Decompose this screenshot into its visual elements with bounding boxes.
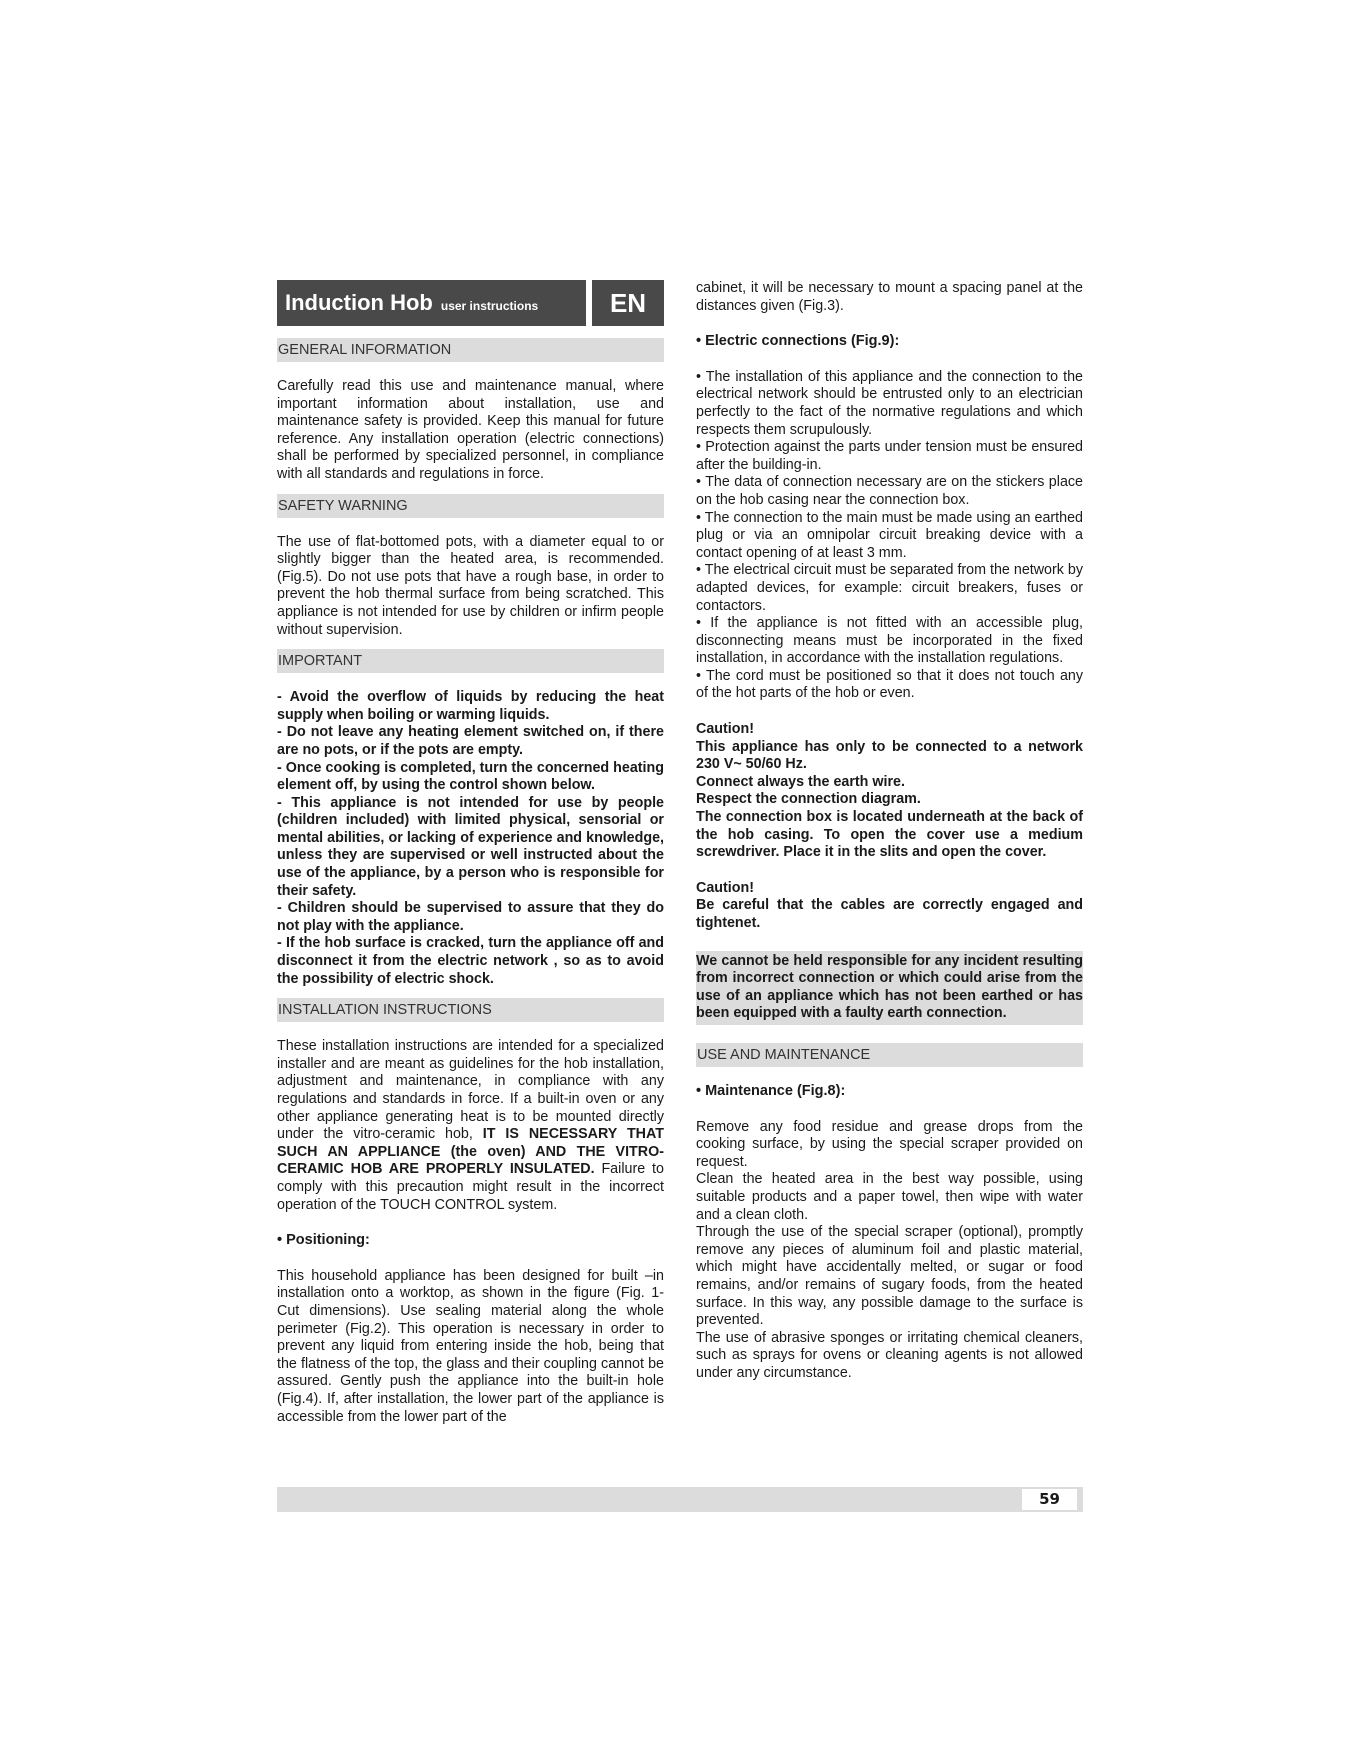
caution-text: Be careful that the cables are correctly engaged and tightenet.	[696, 897, 1083, 931]
electric-item: • The electrical circuit must be separated from the network by adapted devices, for example: circuit breakers, fuses or contactors.	[696, 562, 1083, 614]
caution-line: Respect the connection diagram.	[696, 791, 921, 808]
page-number: 59	[1022, 1489, 1077, 1510]
doc-subtitle: user instructions	[440, 299, 539, 313]
safety-text: The use of flat-bottomed pots, with a diameter equal to or slightly bigger than the heated area, is recommended. (Fig.5). Do not use pots that have a rough base, in order to prevent the hob thermal surface from being scratched. This appliance is not intended for use by children or infirm people without supervision.	[277, 533, 664, 638]
important-item: - If the hob surface is cracked, turn the appliance off and disconnect it from the electric network , so as to avoid the possibility of electric shock.	[277, 935, 664, 987]
left-column	[277, 280, 664, 1426]
caution-title: Caution!	[696, 879, 754, 896]
continued-text: cabinet, it will be necessary to mount a spacing panel at the distances given (Fig.3).	[696, 280, 1083, 314]
electric-item: • The cord must be positioned so that it does not touch any of the hot parts of the hob or even.	[696, 667, 1083, 702]
caution-line: Connect always the earth wire.	[696, 773, 905, 790]
install-heading: INSTALLATION INSTRUCTIONS	[277, 998, 664, 1022]
important-item: - Do not leave any heating element switched on, if there are no pots, or if the pots are empty.	[277, 724, 664, 758]
footer-bar	[277, 1487, 1083, 1512]
install-text-2: Failure to comply with this precaution might result in the incorrect operation of the TOUCH CONTROL system.	[277, 1161, 664, 1213]
maintenance-item: Remove any food residue and grease drops from the cooking surface, by using the special scraper provided on request.	[696, 1118, 1083, 1170]
general-heading: GENERAL INFORMATION	[277, 338, 664, 362]
important-item: - Once cooking is completed, turn the concerned heating element off, by using the control shown below.	[277, 759, 664, 794]
positioning-heading: • Positioning:	[277, 1232, 370, 1249]
install-text-1: These installation instructions are intended for a specialized installer and are meant as guidelines for the hob installation, adjustment and maintenance, in compliance with any regulations and standards in force. If a built-in oven or any other appliance generating heat is to be mounted directly under the vitro-ceramic hob,	[277, 1038, 664, 1143]
use-heading: USE AND MAINTENANCE	[696, 1043, 1083, 1067]
important-item: - Children should be supervised to assure that they do not play with the appliance.	[277, 900, 664, 934]
positioning-text: This household appliance has been designed for built –in installation onto a worktop, as shown in the figure (Fig. 1- Cut dimensions). Use sealing material along the whole perimeter (Fig.2). This operation is necessary in order to prevent any liquid from entering inside the hob, being that the flatness of the top, the glass and their coupling cannot be assured. Gently push the appliance into the built-in hole (Fig.4). If, after installation, the lower part of the appliance is accessible from the lower part of the	[277, 1267, 664, 1425]
maintenance-item: Clean the heated area in the best way possible, using suitable products and a paper towel, then wipe with water and a clean cloth.	[696, 1171, 1083, 1223]
general-text: Carefully read this use and maintenance manual, where important information about installation, use and maintenance safety is provided. Keep this manual for future reference. Any installation operation (electric connections) shall be performed by specialized personnel, in compliance with all standards and regulations in force.	[277, 378, 664, 482]
electric-item: • The data of connection necessary are on the stickers place on the hob casing near the connection box.	[696, 474, 1083, 508]
electric-item: • If the appliance is not fitted with an accessible plug, disconnecting means must be incorporated in the fixed installation, in accordance with the installation regulations.	[696, 615, 1083, 667]
electric-item: • Protection against the parts under tension must be ensured after the building-in.	[696, 439, 1083, 473]
install-text	[277, 1038, 664, 1214]
maintenance-item: The use of abrasive sponges or irritating chemical cleaners, such as sprays for ovens or cleaning agents is not allowed under any circumstance.	[696, 1329, 1083, 1381]
important-item: - Avoid the overflow of liquids by reducing the heat supply when boiling or warming liquids.	[277, 689, 664, 723]
safety-heading: SAFETY WARNING	[277, 494, 664, 518]
maintenance-item: Through the use of the special scraper (optional), promptly remove any pieces of aluminum foil and plastic material, which might have accidentally melted, or sugar or food remains, and/or remains of sugary foods, from the heated surface. In this way, any possible damage to the surface is prevented.	[696, 1224, 1083, 1329]
electric-item: • The connection to the main must be made using an earthed plug or via an omnipolar circuit breaking device with a contact opening of at least 3 mm.	[696, 509, 1083, 561]
important-item: - This appliance is not intended for use by people (children included) with limited physical, sensorial or mental abilities, or lacking of experience and knowledge, unless they are supervised or well instructed about the use of the appliance, by a person who is responsible for their safety.	[277, 794, 664, 899]
important-heading: IMPORTANT	[277, 649, 664, 673]
caution-line: The connection box is located underneath at the back of the hob casing. To open the cover use a medium screwdriver. Place it in the slits and open the cover.	[696, 809, 1083, 861]
doc-title: Induction Hob	[285, 290, 433, 315]
title-block	[277, 280, 586, 326]
maintenance-heading: • Maintenance (Fig.8):	[696, 1082, 846, 1099]
install-text-bold: IT IS NECESSARY THAT SUCH AN APPLIANCE (the oven) AND THE VITRO-CERAMIC HOB ARE PROPERLY INSULATED.	[277, 1126, 665, 1178]
right-column	[696, 280, 1083, 1382]
electric-item: • The installation of this appliance and the connection to the electrical network should be entrusted only to an electrician perfectly to the fact of the normative regulations and which respects them scrupulously.	[696, 368, 1083, 438]
disclaimer-box: We cannot be held responsible for any incident resulting from incorrect connection or which could arise from the use of an appliance which has not been earthed or has been equipped with a faulty earth connection.	[696, 951, 1083, 1025]
title-bar	[277, 280, 664, 326]
caution-line: This appliance has only to be connected to a network 230 V~ 50/60 Hz.	[696, 738, 1083, 773]
caution-title: Caution!	[696, 721, 754, 738]
language-badge: EN	[592, 280, 664, 326]
electric-heading: • Electric connections (Fig.9):	[696, 333, 900, 350]
